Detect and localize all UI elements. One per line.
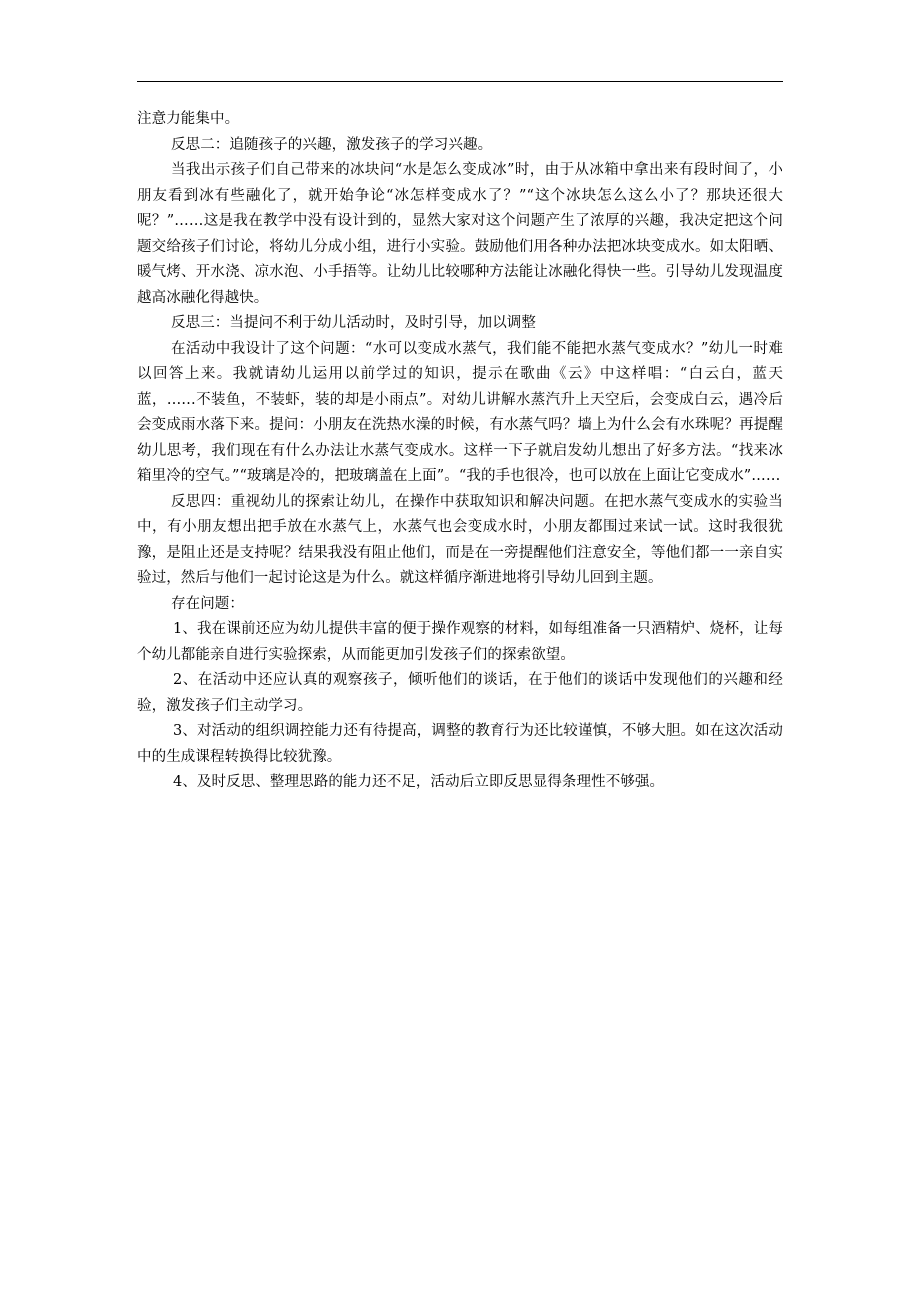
- list-item-problem-4: 4、及时反思、整理思路的能力还不足，活动后立即反思显得条理性不够强。: [173, 774, 665, 790]
- paragraph-reflection-4: 反思四：重视幼儿的探索让幼儿，在操作中获取知识和解决问题。在把水蒸气变成水的实验当中，有小朋友想出把手放在水蒸气上，水蒸气也会变成水时，小朋友都围过来试一试。这时我很犹豫，是阻止还是支持呢？结果我没有阻止他们，而是在一旁提醒他们注意安全，等他们都一一亲自实验过，然后与他们一起讨论这是为什么。就这样循序渐进地将引导幼儿回到主题。: [137, 493, 783, 586]
- list-item-problem-2: 2、在活动中还应认真的观察孩子，倾听他们的谈话，在于他们的谈话中发现他们的兴趣和经验，激发孩子们主动学习。: [137, 672, 783, 714]
- heading-reflection-3: 反思三：当提问不利于幼儿活动时，及时引导，加以调整: [171, 315, 536, 331]
- paragraph-reflection-3: 在活动中我设计了这个问题：“水可以变成水蒸气，我们能不能把水蒸气变成水？”幼儿一时难以回答上来。我就请幼儿运用以前学过的知识，提示在歌曲《云》中这样唱：“白云白，蓝天蓝，……不装鱼，不装虾，装的却是小雨点”。对幼儿讲解水蒸汽升上天空后，会变成白云，遇冷后会变成雨水落下来。提问：小朋友在洗热水澡的时候，有水蒸气吗？墙上为什么会有水珠呢？再提醒幼儿思考，我们现在有什么办法让水蒸气变成水。这样一下子就启发幼儿想出了好多方法。“找来冰箱里冷的空气。”“玻璃是冷的，把玻璃盖在上面”。“我的手也很冷，也可以放在上面让它变成水”……: [137, 340, 783, 484]
- paragraph-continuation: 注意力能集中。: [137, 111, 240, 127]
- paragraph-reflection-2: 当我出示孩子们自己带来的冰块问“水是怎么变成冰”时，由于从冰箱中拿出来有段时间了，小朋友看到冰有些融化了，就开始争论“冰怎样变成水了？”“这个冰块怎么这么小了？那块还很大呢？”……这是我在教学中没有设计到的，显然大家对这个问题产生了浓厚的兴趣，我决定把这个问题交给孩子们讨论，将幼儿分成小组，进行小实验。鼓励他们用各种办法把冰块变成水。如太阳晒、暖气烤、开水浇、凉水泡、小手捂等。让幼儿比较哪种方法能让冰融化得快一些。引导幼儿发现温度越高冰融化得越快。: [137, 162, 783, 306]
- header-rule: [137, 81, 783, 82]
- heading-problems: 存在问题：: [171, 595, 244, 612]
- document-body: [137, 107, 783, 796]
- list-item-problem-3: 3、对活动的组织调控能力还有待提高，调整的教育行为还比较谨慎，不够大胆。如在这次活动中的生成课程转换得比较犹豫。: [137, 723, 783, 765]
- heading-reflection-2: 反思二：追随孩子的兴趣，激发孩子的学习兴趣。: [171, 136, 493, 153]
- list-item-problem-1: 1、我在课前还应为幼儿提供丰富的便于操作观察的材料，如每组准备一只酒精炉、烧杯，让每个幼儿都能亲自进行实验探索，从而能更加引发孩子们的探索欲望。: [137, 621, 783, 663]
